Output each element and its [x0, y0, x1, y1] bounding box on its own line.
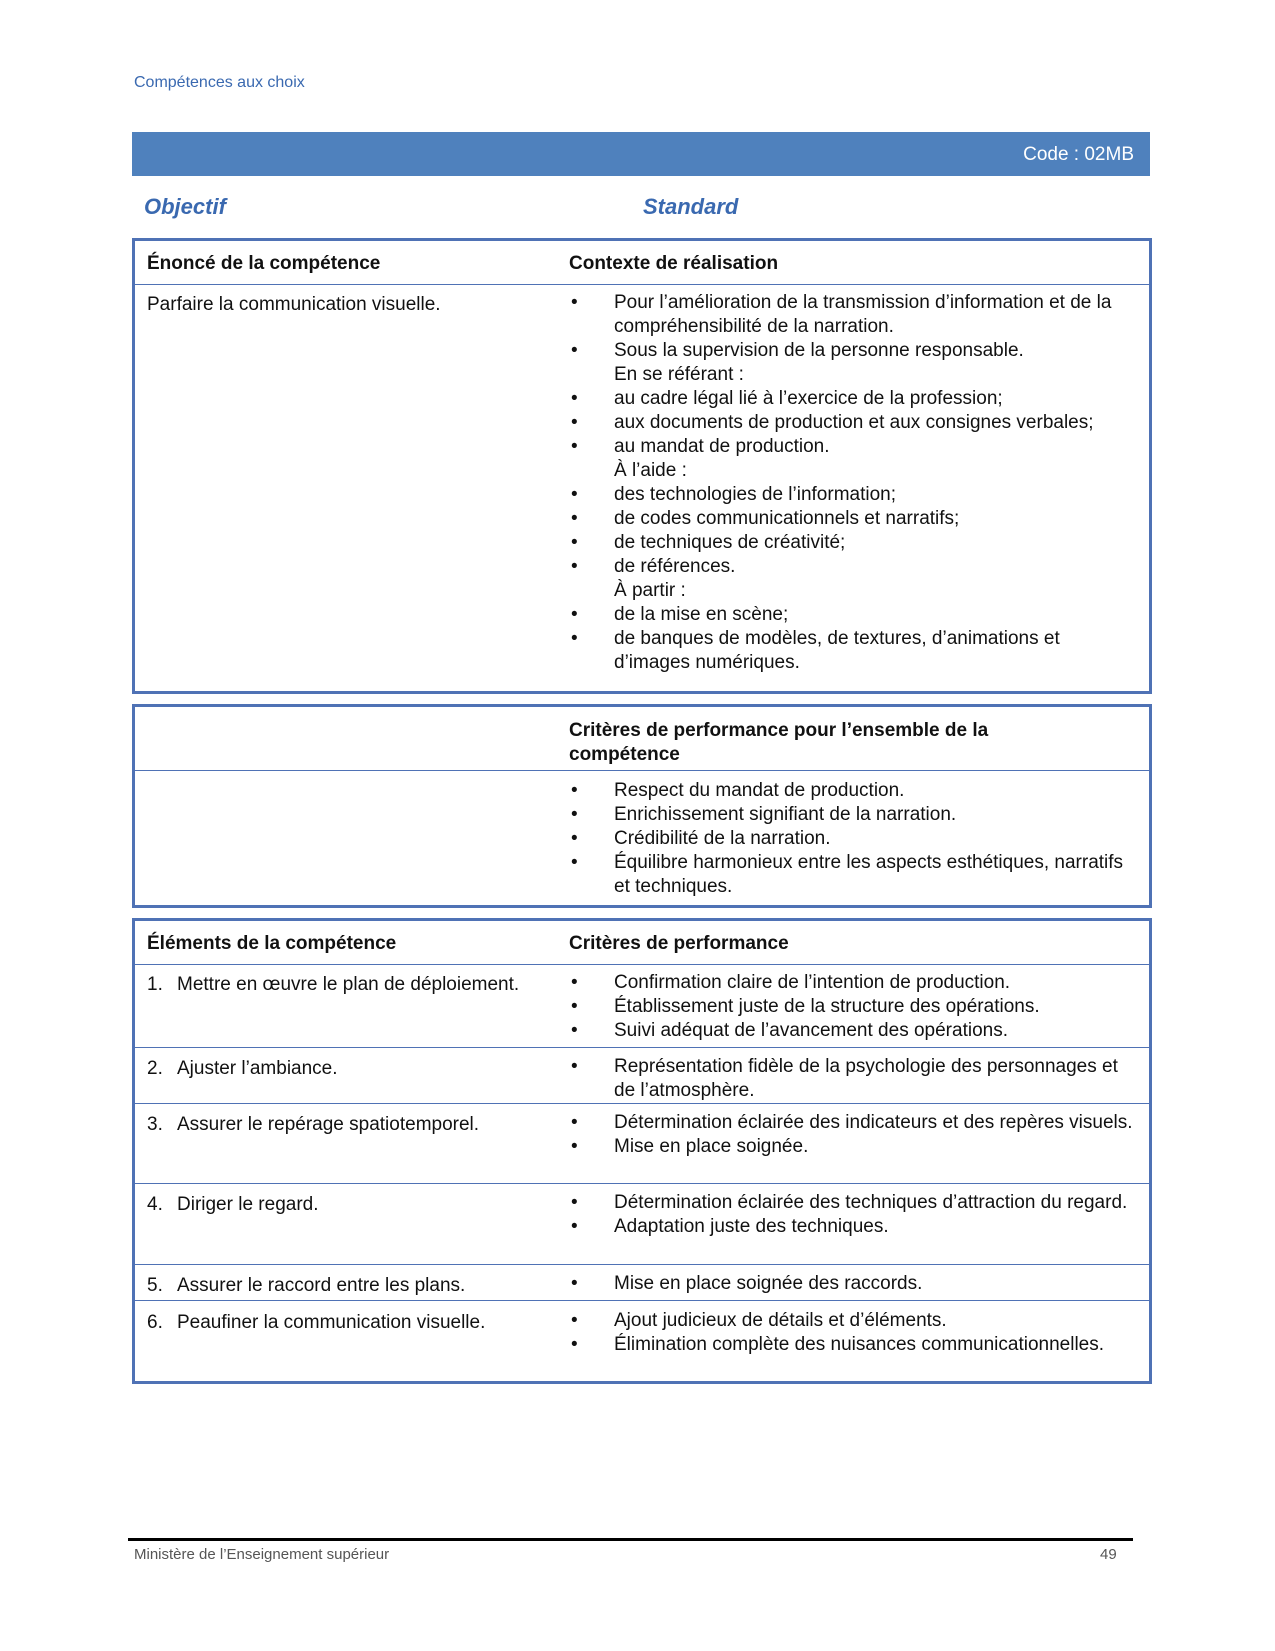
criterion: • Détermination éclairée des techniques d’attraction du regard. [569, 1191, 1135, 1215]
table-row [147, 973, 547, 997]
context-item: • de la mise en scène; [569, 603, 1135, 627]
criteria-list [569, 971, 1135, 1043]
competence-statement: Parfaire la communication visuelle. [147, 294, 441, 315]
context-list [569, 291, 1135, 675]
context-item: • Pour l’amélioration de la transmission d’information et de la compréhensibilité de la narration. [569, 291, 1135, 339]
criterion: • Suivi adéquat de l’avancement des opérations. [569, 1019, 1135, 1043]
footer-rule [128, 1538, 1133, 1541]
context-item: • de codes communicationnels et narratifs; [569, 507, 1135, 531]
element-text: Ajuster l’ambiance. [177, 1058, 338, 1079]
context-subheading: À partir : [614, 580, 686, 601]
enonce-column-header: Énoncé de la compétence [147, 253, 381, 274]
criterion: • Mise en place soignée des raccords. [569, 1272, 1135, 1296]
table-row [147, 1113, 547, 1137]
elements-column-header: Éléments de la compétence [147, 933, 397, 954]
objectif-heading: Objectif [144, 194, 226, 219]
element-text: Diriger le regard. [177, 1194, 319, 1215]
criteria-list [569, 1191, 1135, 1239]
elements-table [132, 918, 1152, 1384]
context-subheading: En se référant : [614, 364, 744, 385]
criterion: • Représentation fidèle de la psychologie des personnages et de l’atmosphère. [569, 1055, 1135, 1103]
table-row [147, 1311, 547, 1335]
competence-context-table [132, 238, 1152, 694]
criteria-list [569, 1309, 1135, 1357]
code-bar [132, 132, 1150, 176]
element-number: 1. [147, 974, 163, 995]
criterion: • Adaptation juste des techniques. [569, 1215, 1135, 1239]
element-number: 2. [147, 1058, 163, 1079]
table-row [147, 1193, 547, 1217]
context-item: • Sous la supervision de la personne responsable. [569, 339, 1135, 363]
criteria-list [569, 1055, 1135, 1103]
element-text: Peaufiner la communication visuelle. [177, 1312, 486, 1333]
criteria-list [569, 1272, 1135, 1296]
context-item: • des technologies de l’information; [569, 483, 1135, 507]
criterion: • Mise en place soignée. [569, 1135, 1135, 1159]
criterion: • Détermination éclairée des indicateurs et des repères visuels. [569, 1111, 1135, 1135]
element-text: Assurer le repérage spatiotemporel. [177, 1114, 480, 1135]
criterion: • Établissement juste de la structure des opérations. [569, 995, 1135, 1019]
element-number: 5. [147, 1275, 163, 1296]
table-divider [135, 284, 1149, 285]
element-number: 3. [147, 1114, 163, 1135]
context-item: • au mandat de production. [569, 435, 1135, 459]
context-subheading: À l’aide : [614, 460, 687, 481]
table-divider [135, 964, 1149, 965]
global-criteria-list [569, 779, 1135, 899]
global-criteria-header: Critères de performance pour l’ensemble de la compétence [569, 720, 989, 765]
context-item: • aux documents de production et aux consignes verbales; [569, 411, 1135, 435]
global-criterion: • Crédibilité de la narration. [569, 827, 1135, 851]
context-item: • de références. [569, 555, 1135, 579]
standard-heading: Standard [643, 194, 739, 219]
criterion: • Confirmation claire de l’intention de production. [569, 971, 1135, 995]
table-divider [135, 770, 1149, 771]
row-divider [135, 1103, 1149, 1104]
footer-ministry: Ministère de l’Enseignement supérieur [134, 1546, 390, 1563]
document-header-title: Compétences aux choix [134, 74, 305, 91]
row-divider [135, 1300, 1149, 1301]
contexte-column-header: Contexte de réalisation [569, 253, 779, 274]
criteria-list [569, 1111, 1135, 1159]
row-divider [135, 1264, 1149, 1265]
global-performance-criteria [132, 704, 1152, 908]
criterion: • Élimination complète des nuisances communicationnelles. [569, 1333, 1135, 1357]
competence-code: Code : 02MB [1023, 144, 1134, 165]
criterion: • Ajout judicieux de détails et d’éléments. [569, 1309, 1135, 1333]
table-row [147, 1057, 547, 1081]
row-divider [135, 1047, 1149, 1048]
page-number: 49 [1100, 1546, 1117, 1563]
row-divider [135, 1183, 1149, 1184]
element-text: Mettre en œuvre le plan de déploiement. [177, 974, 520, 995]
context-item: • au cadre légal lié à l’exercice de la profession; [569, 387, 1135, 411]
global-criterion: • Équilibre harmonieux entre les aspects esthétiques, narratifs et techniques. [569, 851, 1135, 899]
element-number: 4. [147, 1194, 163, 1215]
global-criterion: • Respect du mandat de production. [569, 779, 1135, 803]
element-text: Assurer le raccord entre les plans. [177, 1275, 466, 1296]
table-row [147, 1274, 547, 1298]
element-number: 6. [147, 1312, 163, 1333]
context-item: • de banques de modèles, de textures, d’animations et d’images numériques. [569, 627, 1135, 675]
criteria-column-header: Critères de performance [569, 933, 789, 954]
global-criterion: • Enrichissement signifiant de la narration. [569, 803, 1135, 827]
context-item: • de techniques de créativité; [569, 531, 1135, 555]
